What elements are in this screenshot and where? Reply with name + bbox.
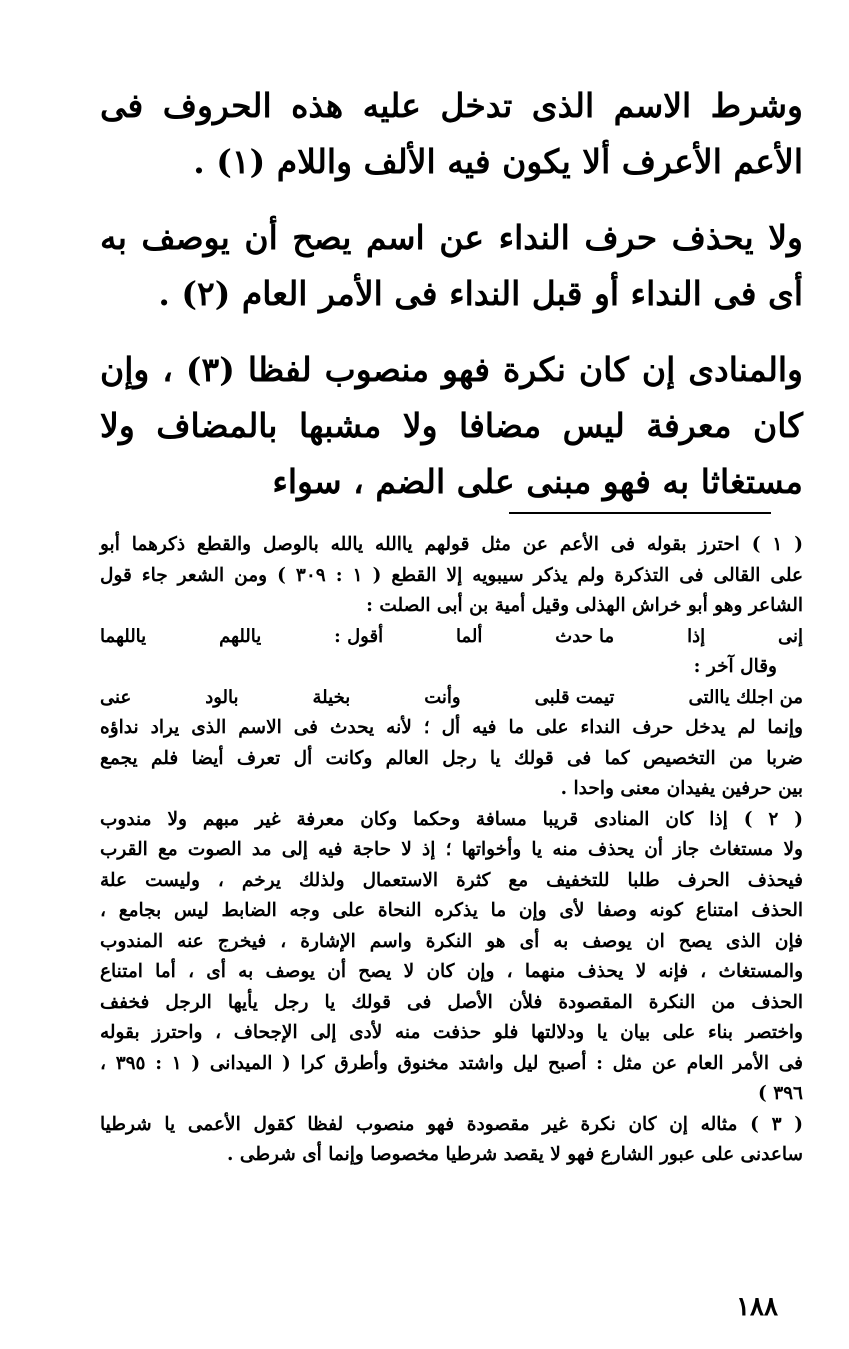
verse-intro: وقال آخر : bbox=[693, 656, 777, 677]
main-paragraph-1: وشرط الاسم الذى تدخل عليه هذه الحروف فى الأعم الأعرف ألا يكون فيه الألف واللام (١) . bbox=[100, 86, 803, 181]
footnote-separator bbox=[509, 512, 771, 514]
verse-word: ياللهم bbox=[219, 625, 262, 647]
verse-1 bbox=[100, 622, 803, 653]
footnote-line: ( ١ ) احترز بقوله فى الأعم عن مثل قولهم ياالله يالله بالوصل والقطع ذكرهما أبو bbox=[100, 534, 803, 555]
footnote-1 bbox=[100, 530, 803, 805]
verse-2 bbox=[100, 683, 803, 714]
verse-word: بخيلة bbox=[312, 686, 351, 708]
verse-word: من اجلك ياالتى bbox=[688, 686, 803, 708]
footnote-line: الشاعر وهو أبو خراش الهذلى وقيل أمية بن أبى الصلت : bbox=[366, 595, 803, 616]
footnote-2 bbox=[100, 805, 803, 1110]
verse-word: إذا bbox=[687, 625, 706, 647]
main-paragraph-3: والمنادى إن كان نكرة فهو منصوب لفظا (٣) ، وإن كان معرفة ليس مضافا ولا مشبها بالمضاف ولا مستغاثا به فهو مبنى على الضم ، سواء bbox=[100, 350, 803, 501]
verse-word: إنى bbox=[777, 625, 803, 647]
footnotes bbox=[100, 530, 803, 1171]
footnote-line: والمستغاث ، فإنه لا يحذف منهما ، وإن كان لا يصح أن يوصف به أى ، أما امتناع bbox=[100, 961, 803, 982]
verse-word: تيمت قلبى bbox=[534, 686, 615, 708]
footnote-line: ( ٣ ) مثاله إن كان نكرة غير مقصودة فهو منصوب لفظا كقول الأعمى يا شرطيا bbox=[100, 1113, 803, 1135]
verse-word: ياللهما bbox=[100, 625, 147, 647]
footnote-3 bbox=[100, 1110, 803, 1171]
verse-word: ما حدث bbox=[555, 625, 615, 647]
footnote-line: ولا مستغاث جاز أن يحذف منه يا وأخواتها ؛ إذ لا حاجة فيه إلى مد الصوت مع القرب bbox=[100, 839, 803, 860]
footnote-line: فى الأمر العام عن مثل : أصبح ليل واشتد مخنوق وأطرق كرا ( الميدانى ( ١ : ٣٩٥ ، bbox=[100, 1052, 803, 1074]
footnote-line: بين حرفين يفيدان معنى واحدا . bbox=[560, 778, 803, 799]
verse-word: أقول : bbox=[334, 625, 384, 647]
footnote-line: الحذف امتناع كونه وصفا لأى وإن ما يذكره النحاة على وجه الضابط ليس بجامع ، bbox=[100, 900, 803, 921]
verse-word: وأنت bbox=[424, 686, 461, 708]
footnote-line: فإن الذى يصح ان يوصف به أى هو النكرة واسم الإشارة ، فيخرج عنه المندوب bbox=[100, 930, 803, 952]
main-paragraph-2: ولا يحذف حرف النداء عن اسم يصح أن يوصف به أى فى النداء أو قبل النداء فى الأمر العام (٢) . bbox=[100, 218, 803, 313]
footnote-line: ( ٢ ) إذا كان المنادى قريبا مسافة وحكما وكان معرفة غير مبهم ولا مندوب bbox=[100, 808, 803, 830]
footnote-line: وإنما لم يدخل حرف النداء على ما فيه أل ؛ لأنه يحدث فى الاسم الذى يراد نداؤه bbox=[100, 717, 803, 738]
main-text bbox=[100, 78, 803, 530]
footnote-line: واختصر بناء على بيان يا ودلالتها فلو حذفت منه لأدى إلى الإجحاف ، واحترز بقوله bbox=[100, 1022, 803, 1043]
page-number: ١٨٨ bbox=[736, 1292, 778, 1322]
footnote-line: ٣٩٦ ) bbox=[757, 1083, 803, 1104]
verse-word: بالود bbox=[205, 686, 239, 708]
footnote-line: على القالى فى التذكرة ولم يذكر سيبويه إلا القطع ( ١ : ٣٠٩ ) ومن الشعر جاء قول bbox=[100, 564, 803, 586]
verse-word: ألما bbox=[455, 625, 483, 647]
footnote-line: ساعدنى على عبور الشارع فهو لا يقصد شرطيا مخصوصا وإنما أى شرطى . bbox=[227, 1144, 803, 1165]
footnote-line: فيحذف الحرف طلبا للتخفيف مع كثرة الاستعمال ولذلك يرخم ، وليست علة bbox=[100, 869, 803, 891]
verse-word: عنى bbox=[100, 686, 132, 708]
footnote-line: الحذف من النكرة المقصودة فلأن الأصل فى قولك يا رجل يأيها الرجل فخفف bbox=[100, 991, 803, 1013]
footnote-line: ضربا من التخصيص كما فى قولك يا رجل العالم وكانت أل تعرف أيضا فلم يجمع bbox=[100, 747, 803, 769]
